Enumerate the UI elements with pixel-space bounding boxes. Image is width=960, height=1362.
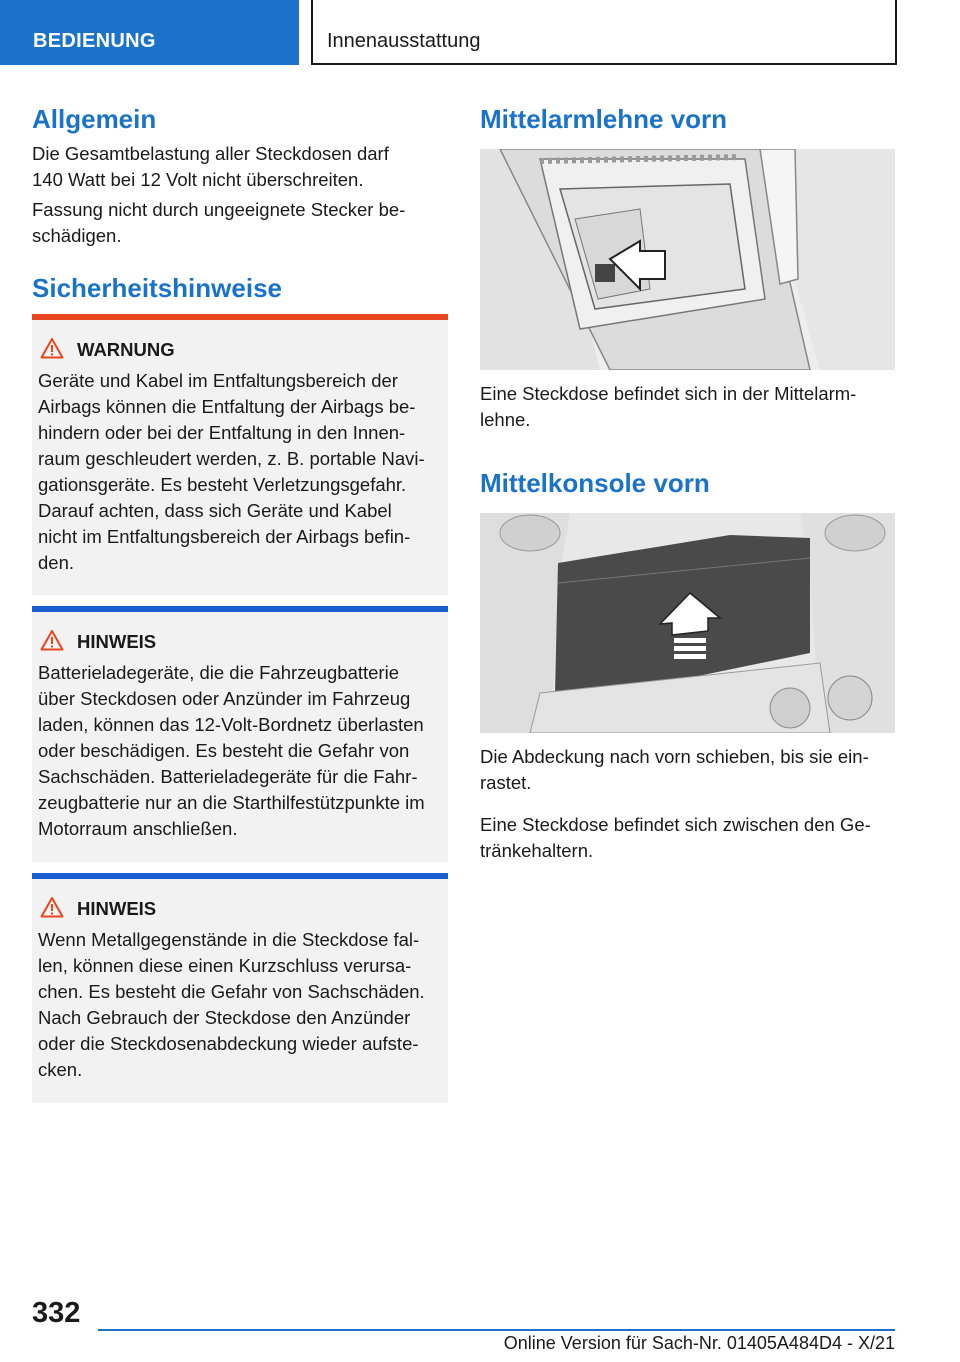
text-line: laden, können das 12-Volt-Bordnetz überlasten xyxy=(38,714,424,735)
text-line: rastet. xyxy=(480,772,532,793)
text-line: 140 Watt bei 12 Volt nicht überschreiten. xyxy=(32,169,364,190)
text-line: tränkehaltern. xyxy=(480,840,594,861)
heading-allgemein: Allgemein xyxy=(32,104,157,134)
allgemein-paragraph-1 xyxy=(32,141,452,193)
allgemein-paragraph-2 xyxy=(32,197,452,249)
text-line: Eine Steckdose befindet sich in der Mittelarm- xyxy=(480,383,857,404)
warning-box xyxy=(32,314,448,595)
notice-box-1 xyxy=(32,606,448,862)
text-line: Geräte und Kabel im Entfaltungsbereich der xyxy=(38,370,398,391)
text-line: den. xyxy=(38,552,75,573)
text-line: Die Abdeckung nach vorn schieben, bis sie ein- xyxy=(480,746,869,767)
text-line: raum geschleudert werden, z. B. portable Navi- xyxy=(38,448,425,469)
notice-bar xyxy=(32,606,448,612)
warning-triangle-icon xyxy=(40,337,64,359)
heading-mittelkonsole: Mittelkonsole vorn xyxy=(480,468,710,498)
text-line: Eine Steckdose befindet sich zwischen den Ge- xyxy=(480,814,871,835)
section-label: BEDIENUNG xyxy=(33,30,156,52)
console-illustration xyxy=(480,513,895,733)
warning-triangle-icon xyxy=(40,629,64,651)
section-tab xyxy=(0,0,299,65)
warning-title: WARNUNG xyxy=(77,339,175,360)
notice-text xyxy=(38,927,446,1083)
armrest-text xyxy=(480,381,900,433)
text-line: Die Gesamtbelastung aller Steckdosen darf xyxy=(32,143,389,164)
heading-mittelarmlehne: Mittelarmlehne vorn xyxy=(480,104,728,134)
text-line: cken. xyxy=(38,1059,83,1080)
notice-box-2 xyxy=(32,873,448,1103)
text-line: Fassung nicht durch ungeeignete Stecker be- xyxy=(32,199,406,220)
notice-title: HINWEIS xyxy=(77,898,157,919)
text-line: chen. Es besteht die Gefahr von Sachschäden. xyxy=(38,981,425,1002)
text-line: oder die Steckdosenabdeckung wieder aufste- xyxy=(38,1033,419,1054)
notice-title: HINWEIS xyxy=(77,631,157,652)
text-line: len, können diese einen Kurzschluss verursa- xyxy=(38,955,412,976)
heading-sicherheitshinweise: Sicherheitshinweise xyxy=(32,273,282,303)
page-number: 332 xyxy=(32,1297,81,1329)
notice-text xyxy=(38,660,446,842)
chapter-tab xyxy=(311,0,897,65)
console-paragraph-1 xyxy=(480,744,900,796)
text-line: Motorraum anschließen. xyxy=(38,818,238,839)
chapter-label: Innenausstattung xyxy=(327,30,481,52)
text-line: nicht im Entfaltungsbereich der Airbags befin- xyxy=(38,526,411,547)
text-line: schädigen. xyxy=(32,225,122,246)
text-line: lehne. xyxy=(480,409,531,430)
text-line: zeugbatterie nur an die Starthilfestützpunkte im xyxy=(38,792,425,813)
warning-bar xyxy=(32,314,448,320)
warning-triangle-icon xyxy=(40,896,64,918)
text-line: hindern oder bei der Entfaltung in den Innen- xyxy=(38,422,406,443)
text-line: Sachschäden. Batterieladegeräte für die Fahr- xyxy=(38,766,418,787)
warning-text xyxy=(38,368,446,576)
text-line: gationsgeräte. Es besteht Verletzungsgefahr. xyxy=(38,474,407,495)
console-paragraph-2 xyxy=(480,812,900,864)
text-line: über Steckdosen oder Anzünder im Fahrzeug xyxy=(38,688,411,709)
text-line: Wenn Metallgegenstände in die Steckdose fal- xyxy=(38,929,420,950)
armrest-illustration xyxy=(480,149,895,370)
text-line: Nach Gebrauch der Steckdose den Anzünder xyxy=(38,1007,411,1028)
text-line: oder beschädigen. Es besteht die Gefahr von xyxy=(38,740,410,761)
text-line: Darauf achten, dass sich Geräte und Kabel xyxy=(38,500,392,521)
notice-bar xyxy=(32,873,448,879)
online-version-text: Online Version für Sach-Nr. 01405A484D4 - X/21 xyxy=(503,1333,895,1353)
text-line: Batterieladegeräte, die die Fahrzeugbatterie xyxy=(38,662,399,683)
text-line: Airbags können die Entfaltung der Airbags be- xyxy=(38,396,416,417)
footer-divider xyxy=(98,1329,895,1331)
